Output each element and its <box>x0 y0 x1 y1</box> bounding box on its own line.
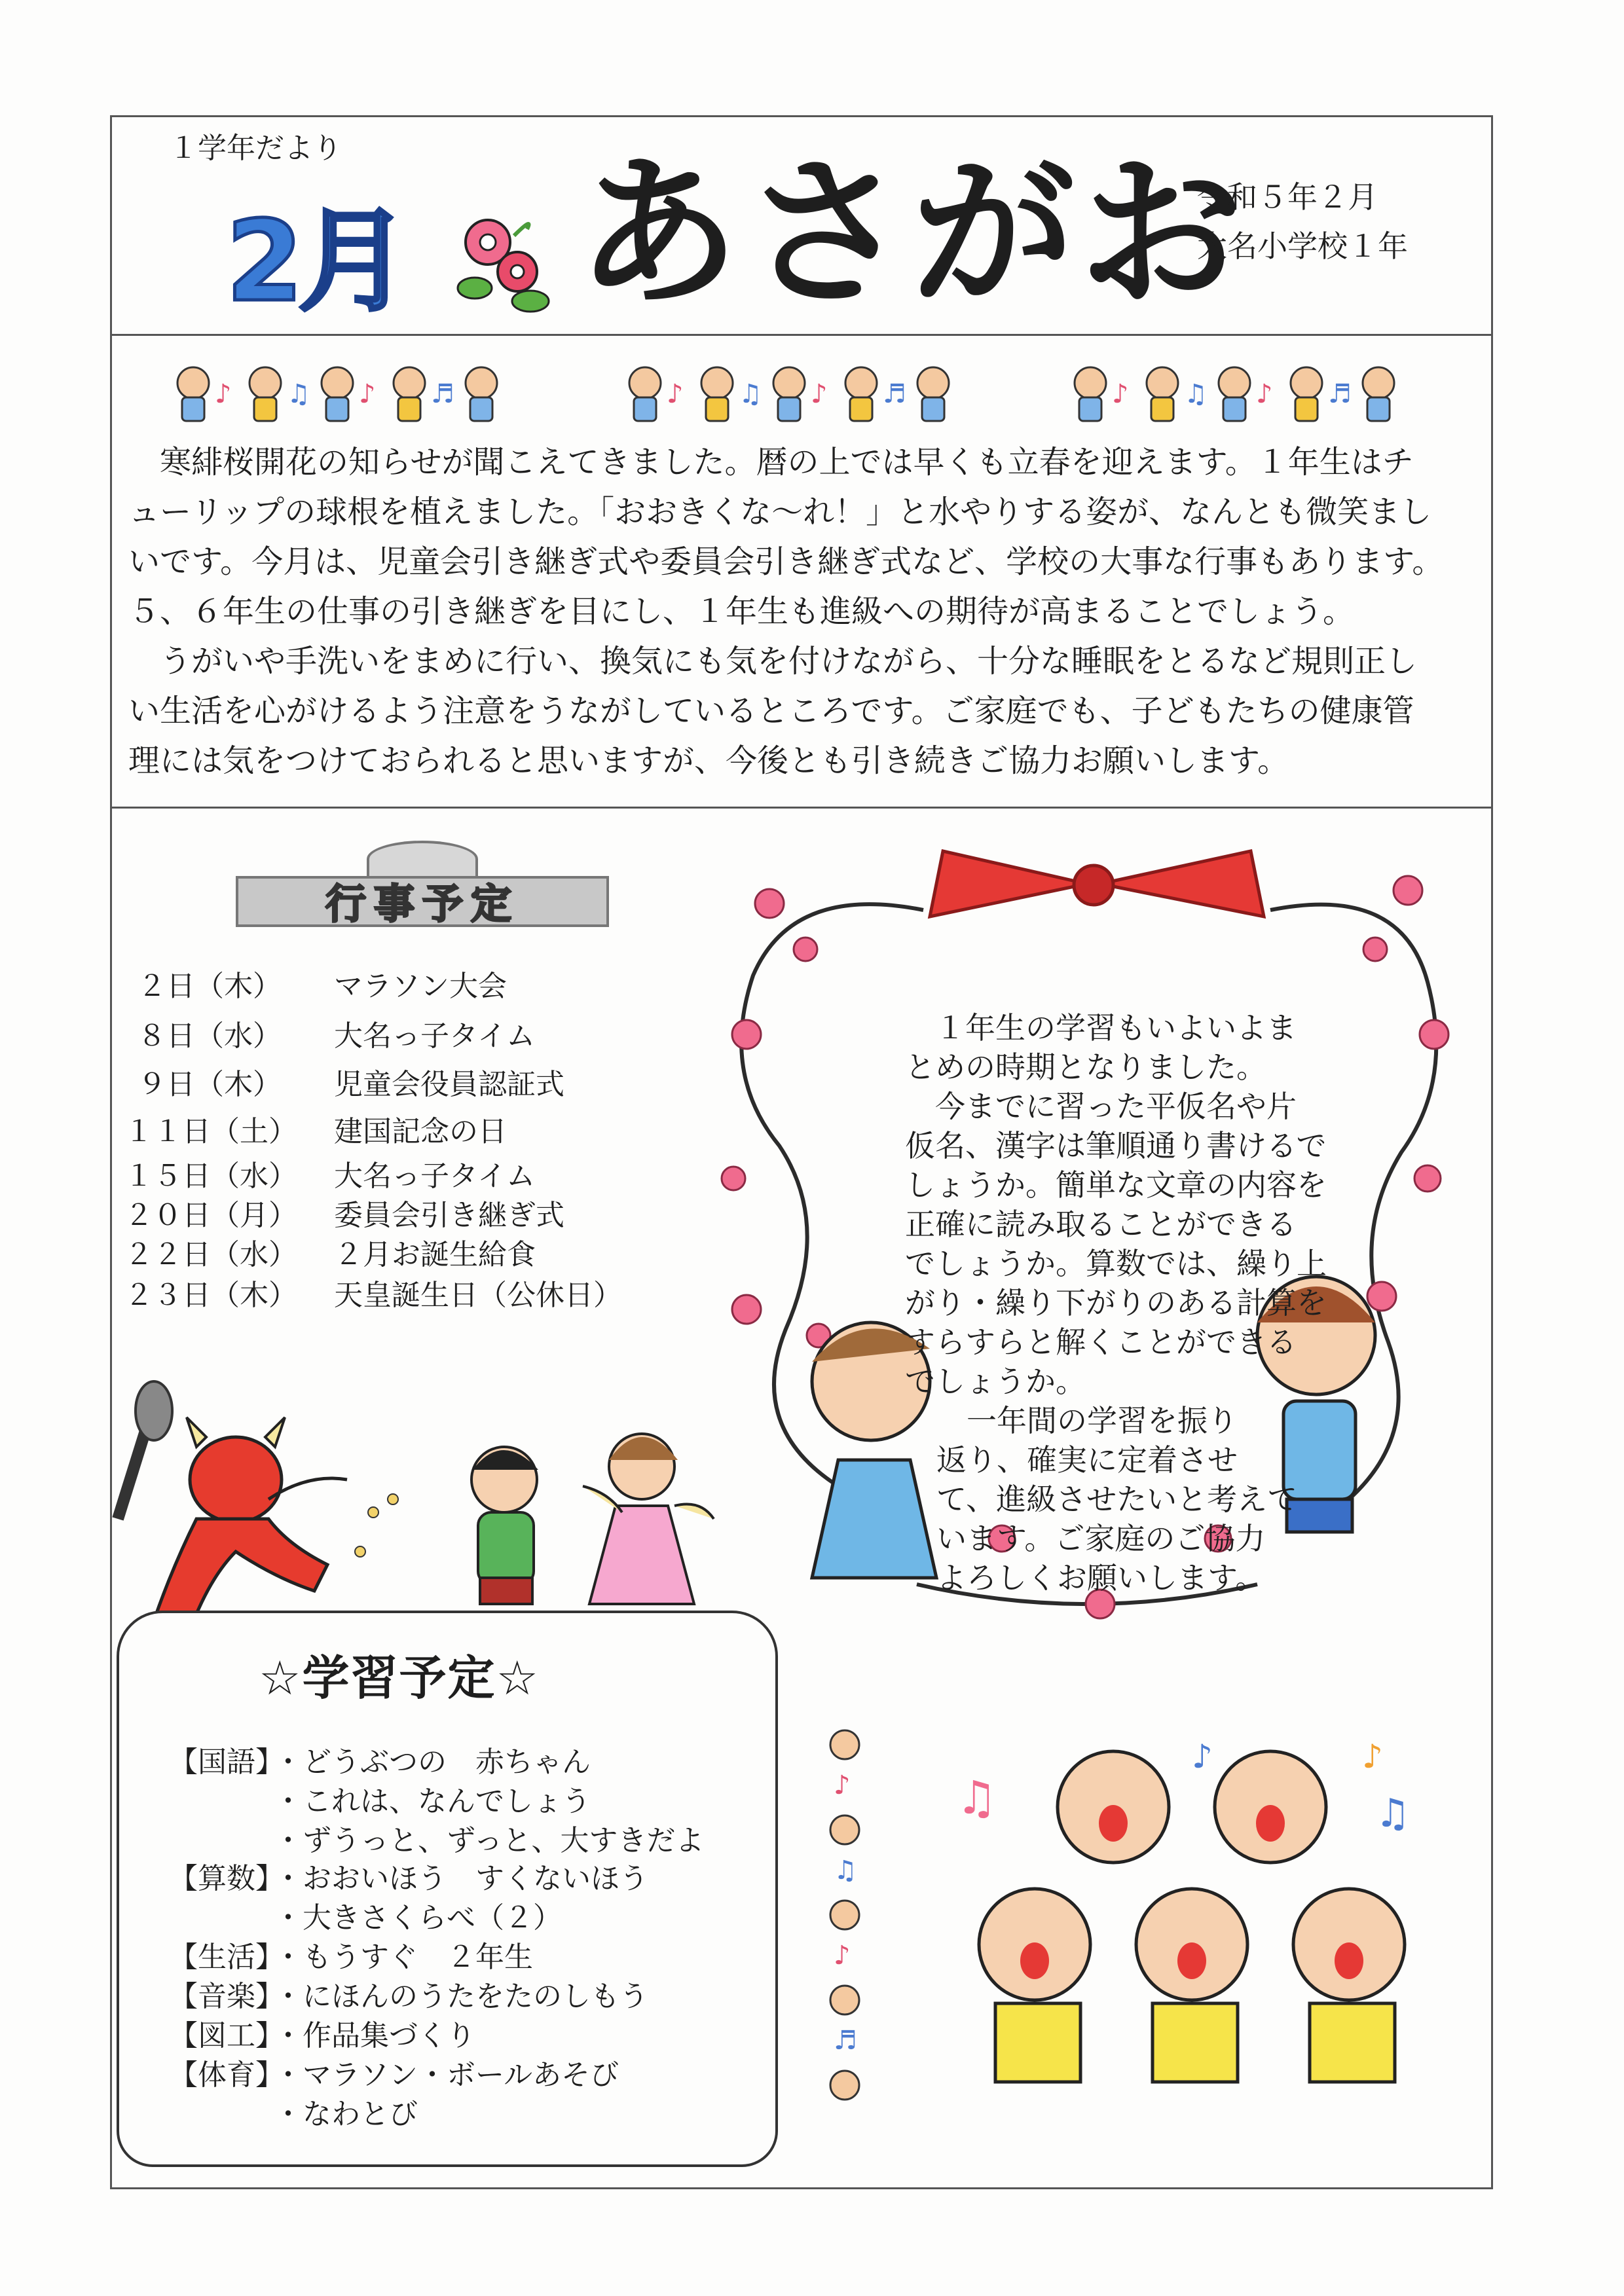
intro-line: ューリップの球根を植えました。「おおきくな～れ！」と水やりする姿が、なんとも微笑まし <box>128 494 1432 530</box>
event-date: ２２日（水） <box>124 1238 297 1271</box>
svg-text:♪: ♪ <box>834 1941 851 1971</box>
event-name: 委員会引き継ぎ式 <box>334 1199 564 1232</box>
intro-line: 理には気をつけておられると思いますが、今後とも引き続きご協力お願いします。 <box>128 742 1289 779</box>
singing-children-illustration <box>943 1728 1454 2160</box>
learning-item: ・マラソン・ボールあそび <box>274 2058 619 2092</box>
event-name: 大名っ子タイム <box>334 1019 536 1053</box>
subject-label: 【音楽】 <box>169 1980 284 2013</box>
svg-text:♬: ♬ <box>431 379 454 409</box>
intro-line: い生活を心がけるよう注意をうながしているところです。ご家庭でも、子どもたちの健康管 <box>128 693 1414 729</box>
message-line: 仮名、漢字は筆順通り書けるで <box>905 1128 1327 1163</box>
message-line: います。ご家庭のご協力 <box>936 1521 1266 1556</box>
learning-item: ・おおいほう すくないほう <box>274 1862 648 1895</box>
svg-text:♫: ♫ <box>1375 1791 1411 1836</box>
event-date: １１日（土） <box>124 1115 297 1148</box>
learning-item: ・もうすぐ ２年生 <box>274 1941 533 1974</box>
subject-label: 【国語】 <box>169 1745 284 1779</box>
event-date: ８日（水） <box>138 1019 282 1053</box>
learning-item: ・ずうっと、ずっと、大すきだよ <box>274 1824 705 1857</box>
event-name: マラソン大会 <box>334 970 507 1003</box>
header-divider <box>110 334 1493 336</box>
message-line: 一年間の学習を振り <box>936 1403 1238 1438</box>
event-date: ２０日（月） <box>124 1199 297 1232</box>
learning-item: ・にほんのうたをたのしもう <box>274 1980 648 2013</box>
svg-text:♬: ♬ <box>834 2026 857 2056</box>
learning-item: ・どうぶつの 赤ちゃん <box>274 1745 591 1779</box>
event-date: １５日（水） <box>124 1159 297 1193</box>
learning-item: ・作品集づくり <box>274 2019 475 2052</box>
subject-label: 【算数】 <box>169 1862 284 1895</box>
svg-text:♪: ♪ <box>1362 1738 1383 1776</box>
month-label: 2月 <box>226 197 405 327</box>
school-name: 大名小学校１年 <box>1197 228 1408 264</box>
svg-text:♫: ♫ <box>956 1771 997 1825</box>
message-line: て、進級させたいと考えて <box>936 1482 1298 1517</box>
intro-line: ５、６年生の仕事の引き継ぎを目にし、１年生も進級への期待が高まることでしょう。 <box>128 593 1355 630</box>
message-line: しょうか。簡単な文章の内容を <box>905 1167 1327 1203</box>
event-name: ２月お誕生給食 <box>334 1238 536 1271</box>
events-badge-roof <box>367 841 478 877</box>
event-name: 天皇誕生日（公休日） <box>334 1279 622 1312</box>
intro-line: 寒緋桜開花の知らせが聞こえてきました。暦の上では早くも立春を迎えます。１年生はチ <box>160 444 1414 481</box>
learning-item: ・大きさくらべ（２） <box>274 1901 562 1935</box>
svg-text:♪: ♪ <box>215 379 232 409</box>
event-name: 児童会役員認証式 <box>334 1068 564 1101</box>
event-date: ２３日（木） <box>124 1279 297 1312</box>
event-date: ２日（木） <box>138 970 282 1003</box>
events-title: 行事予定 <box>236 876 609 927</box>
newsletter-series: １学年だより <box>169 132 342 165</box>
message-line: でしょうか。 <box>905 1364 1086 1399</box>
message-line: 返り、確実に定着させ <box>936 1442 1238 1478</box>
intro-line: いです。今月は、児童会引き継ぎ式や委員会引き継ぎ式など、学校の大事な行事もあります。 <box>128 543 1444 580</box>
message-line: すらすらと解くことができる <box>905 1324 1297 1360</box>
subject-label: 【体育】 <box>169 2058 284 2092</box>
learning-item: ・これは、なんでしょう <box>274 1785 591 1818</box>
subject-label: 【図工】 <box>169 2019 284 2052</box>
intro-line: うがいや手洗いをまめに行い、換気にも気を付けながら、十分な睡眠をとるなど規則正し <box>160 643 1418 680</box>
event-name: 大名っ子タイム <box>334 1159 536 1193</box>
message-line: がり・繰り下がりのある計算を <box>905 1285 1327 1321</box>
learning-item: ・なわとび <box>274 2098 418 2131</box>
subject-label: 【生活】 <box>169 1941 284 1974</box>
svg-text:♫: ♫ <box>834 1855 857 1886</box>
character-column-decoration <box>822 1728 868 2134</box>
message-line: 正確に読み取ることができる <box>905 1207 1297 1242</box>
message-line: とめの時期となりました。 <box>905 1049 1266 1085</box>
message-line: １年生の学習もいよいよま <box>905 1010 1297 1046</box>
svg-text:♪: ♪ <box>834 1770 851 1800</box>
message-line: 今までに習った平仮名や片 <box>905 1089 1297 1124</box>
event-name: 建国記念の日 <box>334 1115 507 1148</box>
newsletter-title: あさがお <box>576 138 1247 329</box>
message-line: でしょうか。算数では、繰り上 <box>905 1246 1327 1281</box>
svg-text:♫: ♫ <box>287 379 310 409</box>
svg-text:♪: ♪ <box>1192 1738 1213 1776</box>
svg-text:♪: ♪ <box>359 379 376 409</box>
event-date: ９日（木） <box>138 1068 282 1101</box>
character-border-decoration <box>177 357 1421 429</box>
intro-divider <box>110 807 1493 809</box>
morning-glory-icon <box>452 210 563 321</box>
intro-text <box>128 437 1480 786</box>
message-line: よろしくお願いします。 <box>936 1560 1266 1595</box>
learning-title: ☆学習予定☆ <box>259 1650 540 1705</box>
issue-date: 令和５年２月 <box>1197 179 1378 215</box>
